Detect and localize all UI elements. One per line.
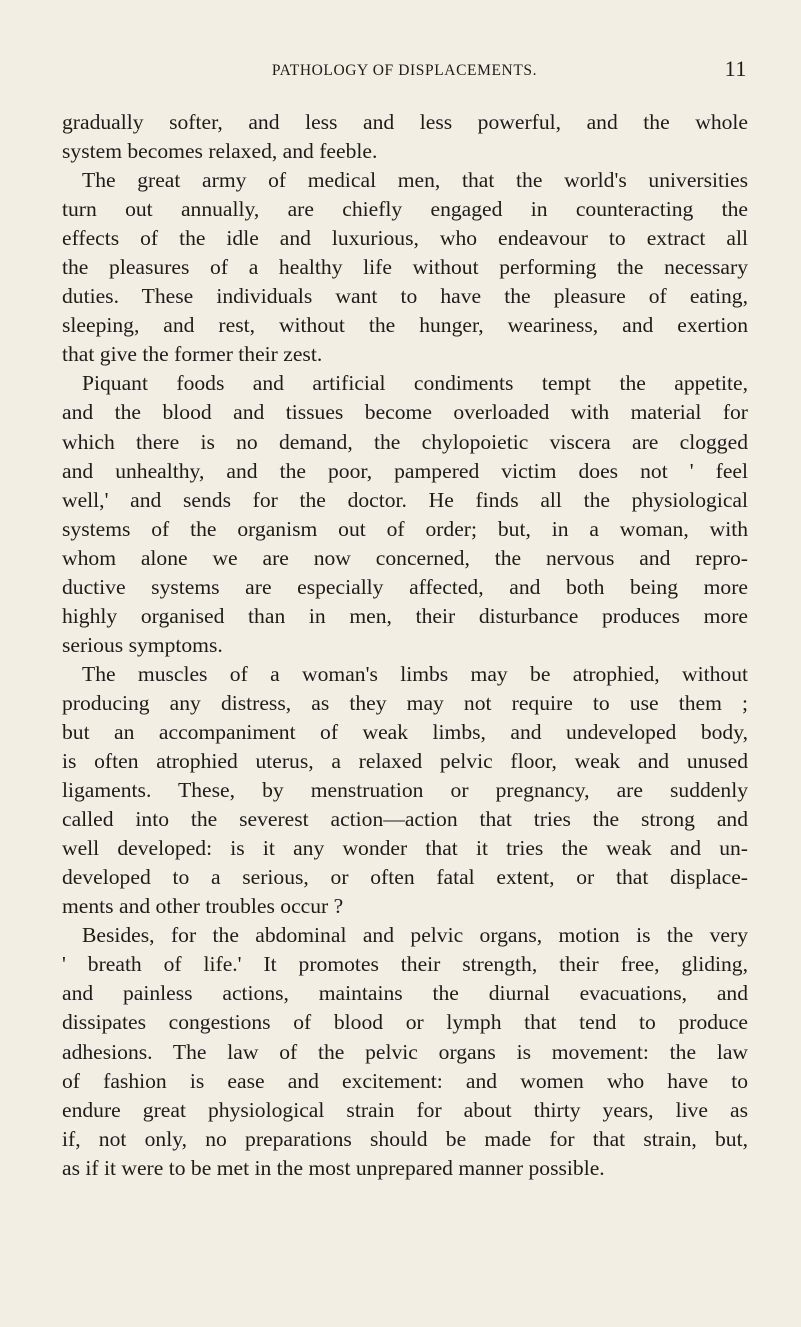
running-title: PATHOLOGY OF DISPLACEMENTS. xyxy=(271,62,538,79)
text-line: turn out annually, are chiefly engaged in counteracting the xyxy=(62,197,748,222)
text-line: whom alone we are now concerned, the nervous and repro- xyxy=(62,545,748,570)
text-line: ' breath of life.' It promotes their strength, their free, gliding, xyxy=(62,952,748,977)
page-number: 11 xyxy=(724,56,747,81)
body-text xyxy=(62,108,748,1183)
text-line: serious symptoms. xyxy=(62,632,223,657)
text-line: but an accompaniment of weak limbs, and undeveloped body, xyxy=(62,719,748,744)
text-line: well developed: is it any wonder that it tries the weak and un- xyxy=(62,836,748,861)
text-line: The great army of medical men, that the world's universities xyxy=(82,168,748,193)
text-line: highly organised than in men, their disturbance produces more xyxy=(62,603,748,628)
text-line: which there is no demand, the chylopoietic viscera are clogged xyxy=(62,429,748,454)
text-line: and painless actions, maintains the diurnal evacuations, and xyxy=(62,981,748,1006)
text-line: that give the former their zest. xyxy=(62,342,323,367)
text-line: is often atrophied uterus, a relaxed pelvic floor, weak and unused xyxy=(62,749,748,774)
text-line: system becomes relaxed, and feeble. xyxy=(62,139,378,164)
text-line: endure great physiological strain for about thirty years, live as xyxy=(62,1097,748,1122)
running-head xyxy=(62,58,747,88)
text-line: The muscles of a woman's limbs may be atrophied, without xyxy=(82,661,748,686)
text-line: developed to a serious, or often fatal extent, or that displace- xyxy=(62,865,748,890)
text-line: Besides, for the abdominal and pelvic organs, motion is the very xyxy=(82,923,748,948)
text-line: sleeping, and rest, without the hunger, weariness, and exertion xyxy=(62,313,748,338)
text-line: well,' and sends for the doctor. He finds all the physiological xyxy=(62,487,748,512)
text-line: as if it were to be met in the most unprepared manner possible. xyxy=(62,1155,605,1180)
text-line: and unhealthy, and the poor, pampered victim does not ' feel xyxy=(62,458,748,483)
text-line: ments and other troubles occur ? xyxy=(62,894,344,919)
text-line: gradually softer, and less and less powerful, and the whole xyxy=(62,110,748,134)
text-line: the pleasures of a healthy life without performing the necessary xyxy=(62,255,748,280)
text-line: effects of the idle and luxurious, who endeavour to extract all xyxy=(62,226,748,251)
text-line: called into the severest action—action that tries the strong and xyxy=(62,807,748,832)
text-line: adhesions. The law of the pelvic organs is movement: the law xyxy=(62,1039,748,1064)
text-line: ductive systems are especially affected, and both being more xyxy=(62,574,748,599)
text-line: dissipates congestions of blood or lymph that tend to produce xyxy=(62,1010,748,1035)
text-line: of fashion is ease and excitement: and women who have to xyxy=(62,1068,748,1093)
text-line: ligaments. These, by menstruation or pregnancy, are suddenly xyxy=(62,778,748,803)
text-line: if, not only, no preparations should be made for that strain, but, xyxy=(62,1126,748,1151)
text-line: and the blood and tissues become overloaded with material for xyxy=(62,400,748,425)
text-line: duties. These individuals want to have the pleasure of eating, xyxy=(62,284,748,309)
text-line: producing any distress, as they may not require to use them ; xyxy=(62,690,748,715)
text-line: Piquant foods and artificial condiments tempt the appetite, xyxy=(82,371,748,396)
text-line: systems of the organism out of order; but, in a woman, with xyxy=(62,516,748,541)
